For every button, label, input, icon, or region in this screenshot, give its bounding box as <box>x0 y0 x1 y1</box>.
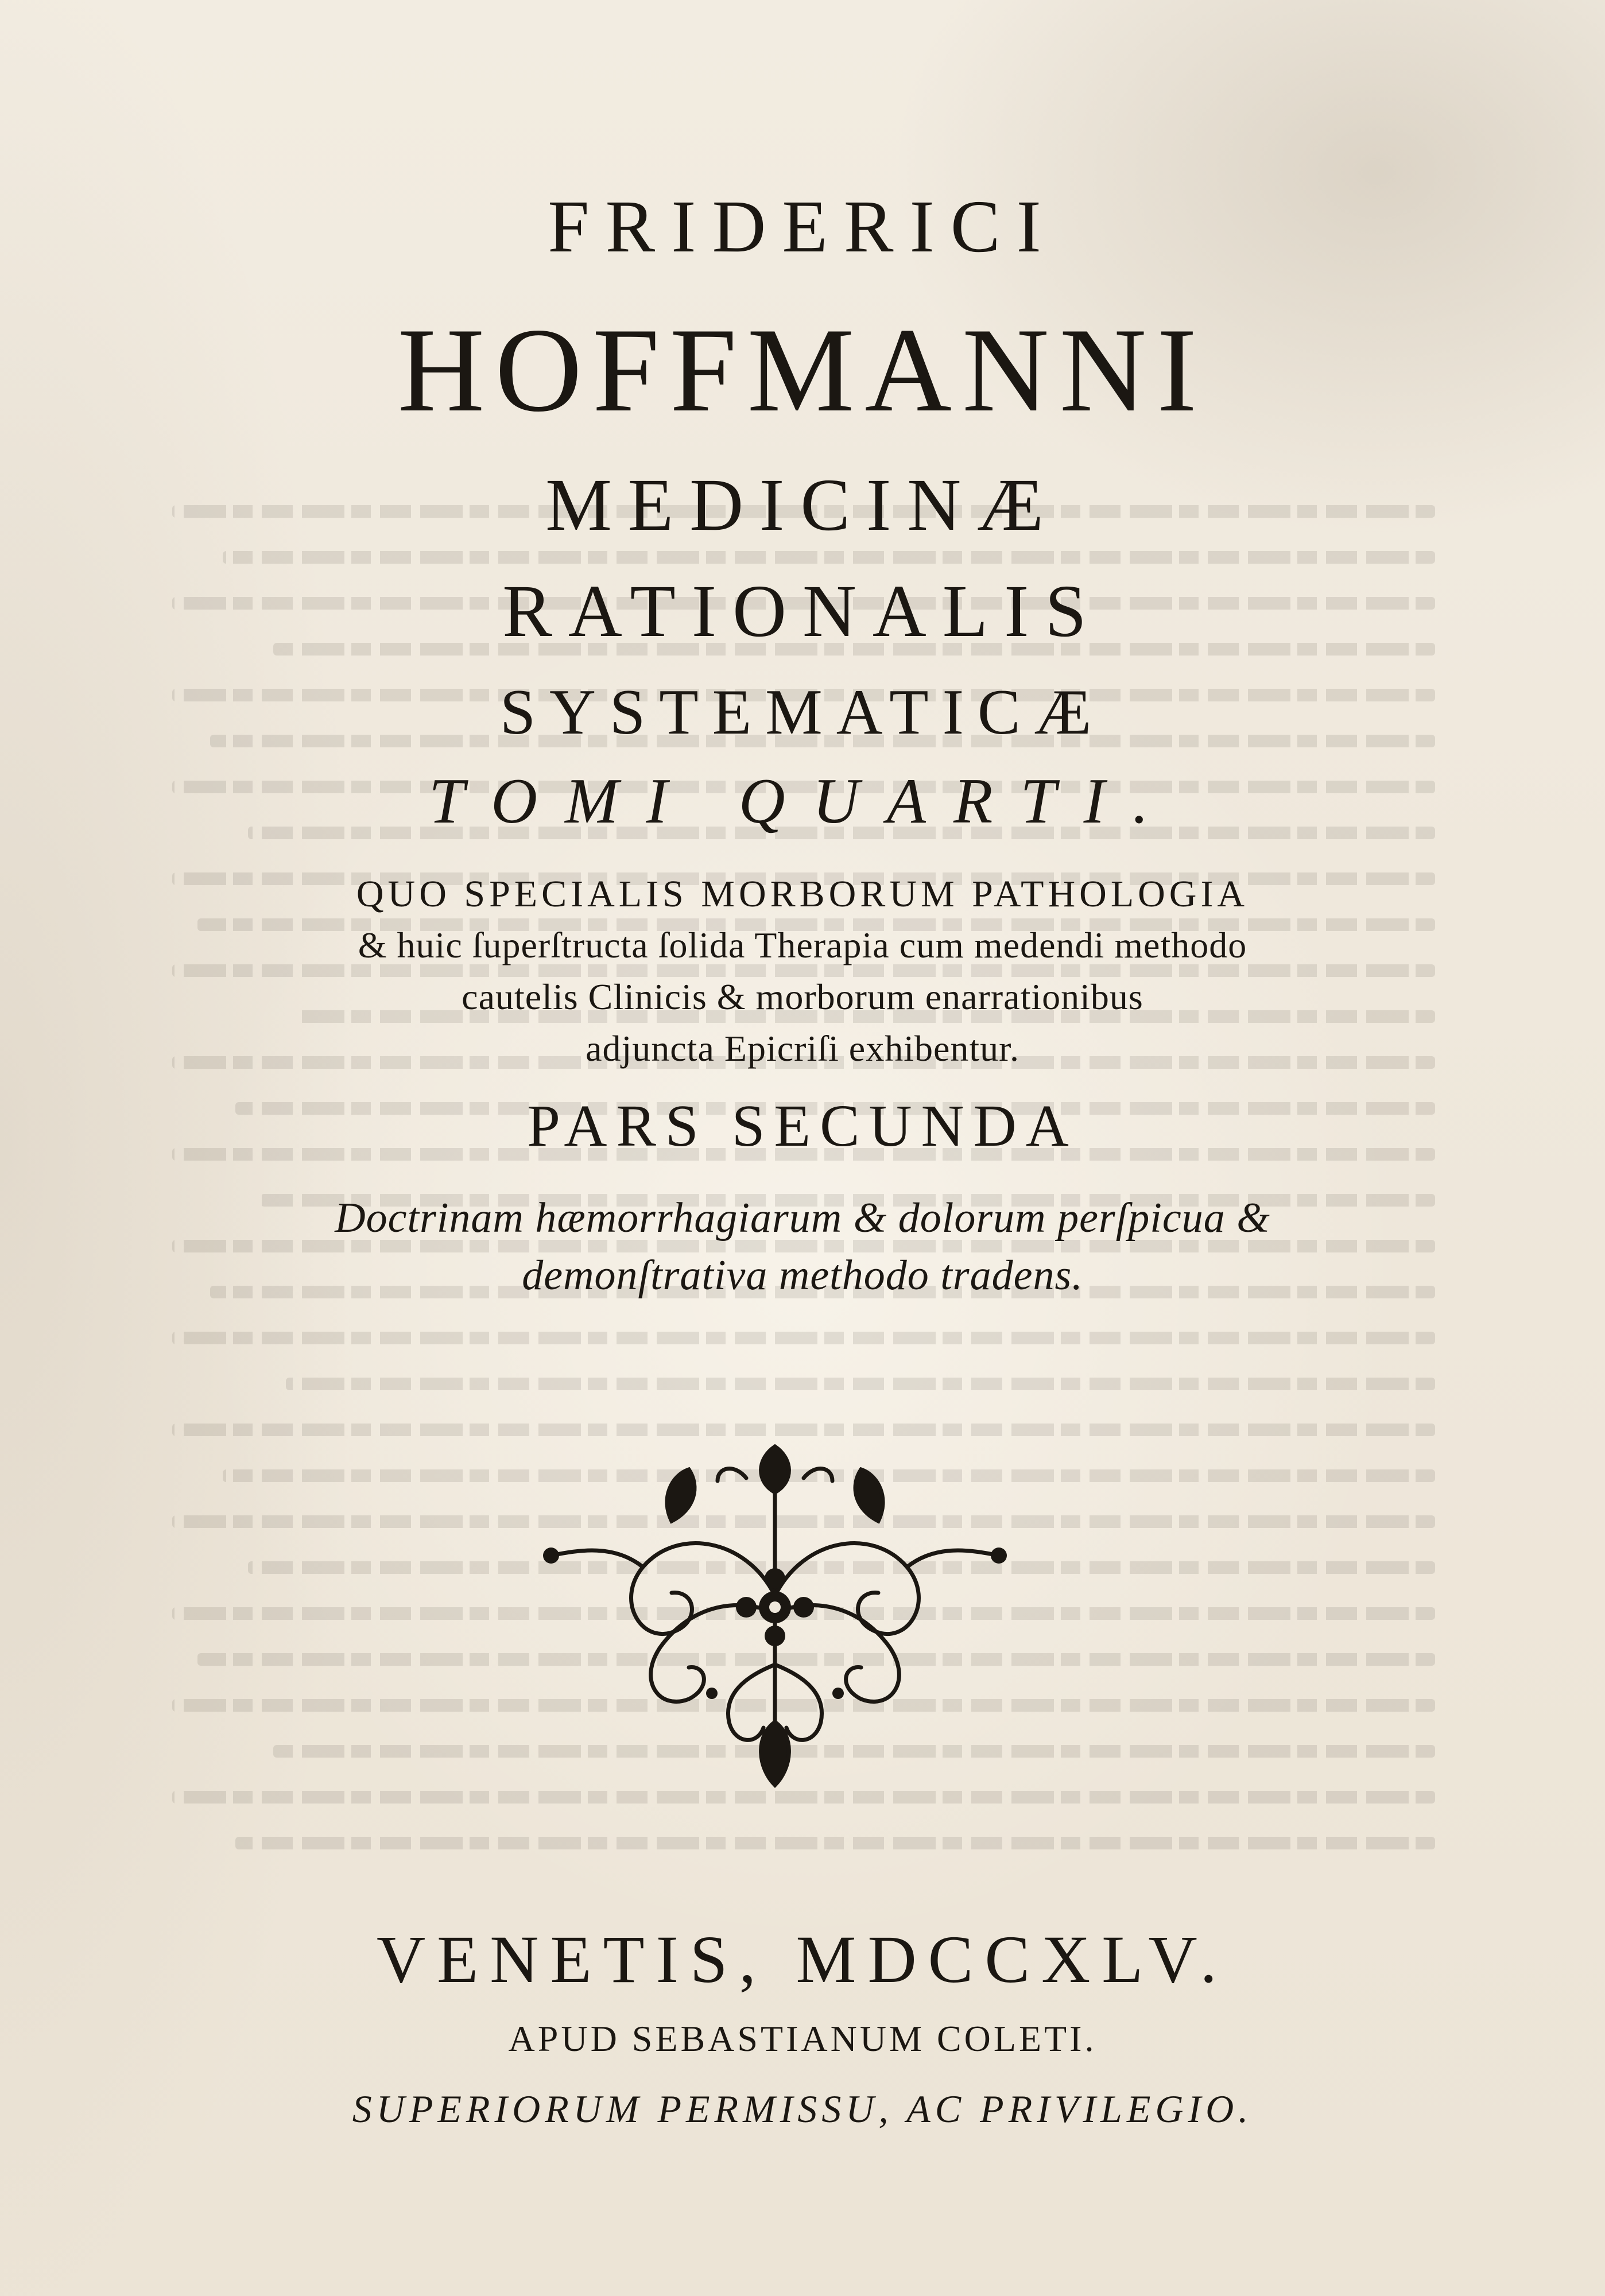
imprint-printer: APUD SEBASTIANUM COLETI. <box>508 2018 1097 2059</box>
description-line-2: & huic ſuperſtructa ſolida Therapia cum medendi methodo <box>358 925 1247 965</box>
imprint-permission: SUPERIORUM PERMISSU, AC PRIVILEGIO. <box>352 2087 1253 2131</box>
author-surname: HOFFMANNI <box>397 304 1208 437</box>
description-line-3: cautelis Clinicis & morborum enarrationibus <box>462 976 1143 1017</box>
title-line-systematicae: SYSTEMATICÆ <box>499 677 1106 748</box>
title-line-medicinae: MEDICINÆ <box>545 464 1060 546</box>
subtitle-line-2: demonſtrativa methodo tradens. <box>522 1252 1083 1299</box>
baroque-vignette-icon <box>528 1424 1022 1802</box>
subtitle-line-1: Doctrinam hæmorrhagiarum & dolorum perſpicua & <box>335 1194 1270 1242</box>
description-line-1: QUO SPECIALIS MORBORUM PATHOLOGIA <box>356 873 1249 915</box>
description-line-4: adjuncta Epicriſi exhibentur. <box>586 1028 1019 1069</box>
imprint-place-year: VENETIS, MDCCXLV. <box>376 1922 1229 1997</box>
title-line-rationalis: RATIONALIS <box>502 570 1103 653</box>
volume-statement: TOMI QUARTI. <box>429 766 1176 837</box>
part-heading: PARS SECUNDA <box>527 1093 1078 1159</box>
author-first-name: FRIDERICI <box>548 185 1057 268</box>
